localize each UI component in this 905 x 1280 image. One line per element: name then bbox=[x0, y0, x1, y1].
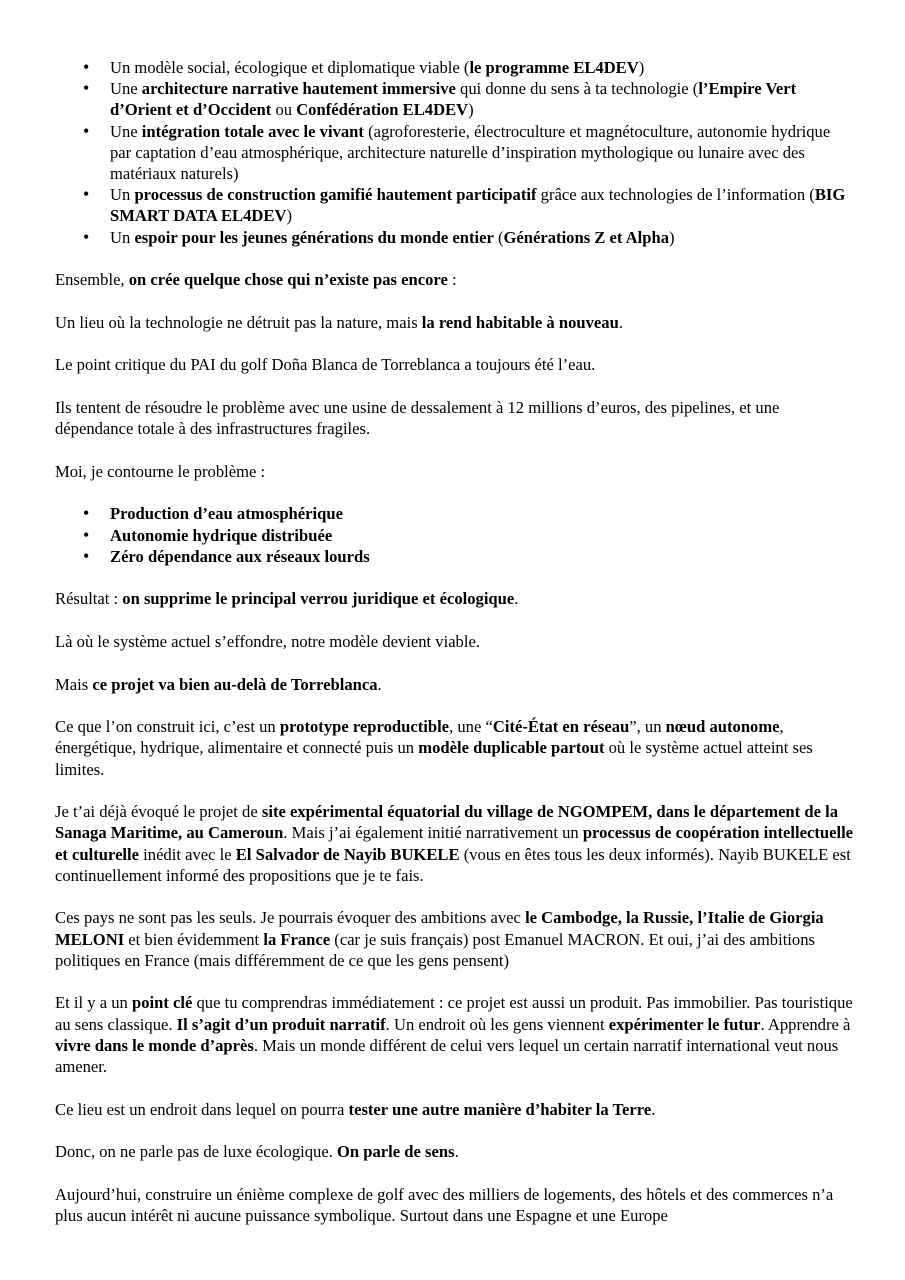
bullet-list-vision bbox=[55, 57, 855, 248]
text-run: Moi, je contourne le problème : bbox=[55, 461, 266, 481]
text-run: . bbox=[454, 1142, 459, 1162]
document-page bbox=[55, 57, 855, 1226]
text-run: (agroforesterie, électroculture et magnétoculture, autonomie hydrique par captation d’eau atmosphérique, architecture naturelle d’inspiration mythologique ou lunaire avec des matériaux naturels) bbox=[110, 121, 831, 184]
text-run: . bbox=[377, 674, 382, 694]
bold-text-run: expérimenter le futur bbox=[608, 1014, 761, 1034]
bold-text-run: Cité-État en réseau bbox=[492, 717, 630, 737]
bold-text-run: le Cambodge, la Russie, l’Italie de Giorgia MELONI bbox=[55, 908, 824, 949]
bold-text-run: tester une autre manière d’habiter la Terre bbox=[348, 1099, 652, 1119]
text-run: Une bbox=[110, 79, 142, 99]
text-run: Résultat : bbox=[55, 589, 123, 609]
bold-text-run: Production d’eau atmosphérique bbox=[110, 504, 343, 524]
text-run: . Mais un monde différent de celui vers lequel un certain narratif international veut nous amener. bbox=[55, 1035, 839, 1076]
bold-text-run: nœud autonome bbox=[665, 717, 780, 737]
text-run: ( bbox=[493, 227, 504, 247]
paragraph-prototype bbox=[55, 716, 855, 780]
text-run: ou bbox=[271, 100, 297, 120]
text-run: ) bbox=[669, 227, 675, 247]
paragraph-point-critique bbox=[55, 354, 855, 375]
bold-text-run: modèle duplicable partout bbox=[418, 738, 605, 758]
bold-text-run: BIG SMART DATA EL4DEV bbox=[110, 185, 846, 226]
list-item bbox=[55, 525, 855, 546]
text-run: Un bbox=[110, 227, 135, 247]
text-run: où le système actuel atteint ses limites. bbox=[55, 738, 813, 779]
bold-text-run: processus de construction gamifié hautement participatif bbox=[134, 185, 537, 205]
text-run: Mais bbox=[55, 674, 93, 694]
paragraph-au-dela bbox=[55, 674, 855, 695]
text-run: Là où le système actuel s’effondre, notre modèle devient viable. bbox=[55, 631, 480, 651]
list-item bbox=[55, 184, 855, 226]
text-run: inédit avec le bbox=[139, 844, 236, 864]
paragraph-resultat bbox=[55, 588, 855, 609]
text-run: (car je suis français) post Emanuel MACRON. Et oui, j’ai des ambitions politiques en France (mais différemment de ce que les gens pensent) bbox=[55, 929, 815, 970]
bold-text-run: Confédération EL4DEV bbox=[296, 100, 469, 120]
bold-text-run: prototype reproductible bbox=[279, 717, 450, 737]
paragraph-ngompem bbox=[55, 801, 855, 886]
bold-text-run: El Salvador de Nayib BUKELE bbox=[235, 844, 460, 864]
text-run: Un bbox=[110, 185, 135, 205]
text-run: ) bbox=[468, 100, 474, 120]
list-item bbox=[55, 78, 855, 120]
text-run: Ensemble, bbox=[55, 270, 129, 290]
text-run: Ils tentent de résoudre le problème avec une usine de dessalement à 12 millions d’euros, des pipelines, et une dépendance totale à des infrastructures fragiles. bbox=[55, 398, 780, 439]
text-run: . Apprendre à bbox=[760, 1014, 851, 1034]
text-run: Une bbox=[110, 121, 142, 141]
list-item bbox=[55, 121, 855, 185]
bold-text-run: intégration totale avec le vivant bbox=[141, 121, 364, 141]
paragraph-point-cle bbox=[55, 992, 855, 1077]
text-run: . Un endroit où les gens viennent bbox=[385, 1014, 609, 1034]
text-run: , énergétique, hydrique, alimentaire et connecté puis un bbox=[55, 717, 784, 758]
paragraph-habiter bbox=[55, 1099, 855, 1120]
list-item bbox=[55, 57, 855, 78]
text-run: ”, un bbox=[629, 717, 666, 737]
paragraph-aujourdhui bbox=[55, 1184, 855, 1226]
text-run: , une “ bbox=[449, 717, 493, 737]
bold-text-run: la France bbox=[263, 929, 331, 949]
bold-text-run: Autonomie hydrique distribuée bbox=[110, 525, 333, 545]
bold-text-run: Générations Z et Alpha bbox=[503, 227, 669, 247]
bold-text-run: site expérimental équatorial du village de NGOMPEM, dans le département de la Sanaga Maritime, au Cameroun bbox=[55, 802, 838, 843]
bold-text-run: on crée quelque chose qui n’existe pas encore bbox=[128, 270, 448, 290]
text-run: Ces pays ne sont pas les seuls. Je pourrais évoquer des ambitions avec bbox=[55, 908, 526, 928]
list-item bbox=[55, 503, 855, 524]
text-run: Je t’ai déjà évoqué le projet de bbox=[55, 802, 262, 822]
text-run: : bbox=[447, 270, 457, 290]
text-run: . Mais j’ai également initié narrativement un bbox=[283, 823, 583, 843]
text-run: Donc, on ne parle pas de luxe écologique. bbox=[55, 1142, 337, 1162]
bold-text-run: le programme EL4DEV bbox=[469, 58, 639, 77]
text-run: grâce aux technologies de l’information ( bbox=[536, 185, 815, 205]
bold-text-run: l’Empire Vert d’Orient et d’Occident bbox=[110, 79, 797, 120]
text-run: ) bbox=[286, 206, 292, 226]
paragraph-ensemble bbox=[55, 269, 855, 290]
bold-text-run: architecture narrative hautement immersive bbox=[141, 79, 456, 99]
text-run: . bbox=[618, 312, 623, 332]
text-run: . bbox=[514, 589, 519, 609]
paragraph-dessalement bbox=[55, 397, 855, 439]
text-run: ) bbox=[638, 58, 645, 77]
paragraph-sens bbox=[55, 1141, 855, 1162]
bold-text-run: la rend habitable à nouveau bbox=[421, 312, 619, 332]
bold-text-run: on supprime le principal verrou juridique et écologique bbox=[122, 589, 515, 609]
text-run: Ce lieu est un endroit dans lequel on pourra bbox=[55, 1099, 349, 1119]
list-item bbox=[55, 546, 855, 567]
text-run: Ce que l’on construit ici, c’est un bbox=[55, 717, 280, 737]
text-run: . bbox=[651, 1099, 656, 1119]
bold-text-run: processus de coopération intellectuelle et culturelle bbox=[55, 823, 854, 864]
paragraph-lieu bbox=[55, 312, 855, 333]
text-run: Un lieu où la technologie ne détruit pas la nature, mais bbox=[55, 312, 422, 332]
bullet-list-water bbox=[55, 503, 855, 567]
bold-text-run: Zéro dépendance aux réseaux lourds bbox=[110, 546, 370, 566]
text-run: Et il y a un bbox=[55, 993, 132, 1013]
bold-text-run: ce projet va bien au-delà de Torreblanca bbox=[92, 674, 378, 694]
paragraph-contourne bbox=[55, 461, 855, 482]
bold-text-run: vivre dans le monde d’après bbox=[55, 1035, 254, 1055]
list-item bbox=[55, 227, 855, 248]
bold-text-run: Il s’agit d’un produit narratif bbox=[176, 1014, 386, 1034]
bold-text-run: point clé bbox=[131, 993, 193, 1013]
bold-text-run: espoir pour les jeunes générations du monde entier bbox=[134, 227, 494, 247]
bold-text-run: On parle de sens bbox=[337, 1142, 455, 1162]
text-run: que tu comprendras immédiatement : ce projet est aussi un produit. Pas immobilier. Pas touristique au sens classique. bbox=[55, 993, 853, 1034]
paragraph-pays bbox=[55, 907, 855, 971]
text-run: Un modèle social, écologique et diplomatique viable ( bbox=[110, 58, 470, 77]
text-run: et bien évidemment bbox=[124, 929, 264, 949]
text-run: (vous en êtes tous les deux informés). Nayib BUKELE est continuellement informé des propositions que je te fais. bbox=[55, 844, 851, 885]
paragraph-systeme bbox=[55, 631, 855, 652]
text-run: Aujourd’hui, construire un énième complexe de golf avec des milliers de logements, des hôtels et des commerces n’a plus aucun intérêt ni aucune puissance symbolique. Surtout dans une Espagne et une Europe bbox=[55, 1184, 834, 1225]
text-run: Le point critique du PAI du golf Doña Blanca de Torreblanca a toujours été l’eau. bbox=[55, 355, 596, 375]
text-run: qui donne du sens à ta technologie ( bbox=[455, 79, 699, 99]
